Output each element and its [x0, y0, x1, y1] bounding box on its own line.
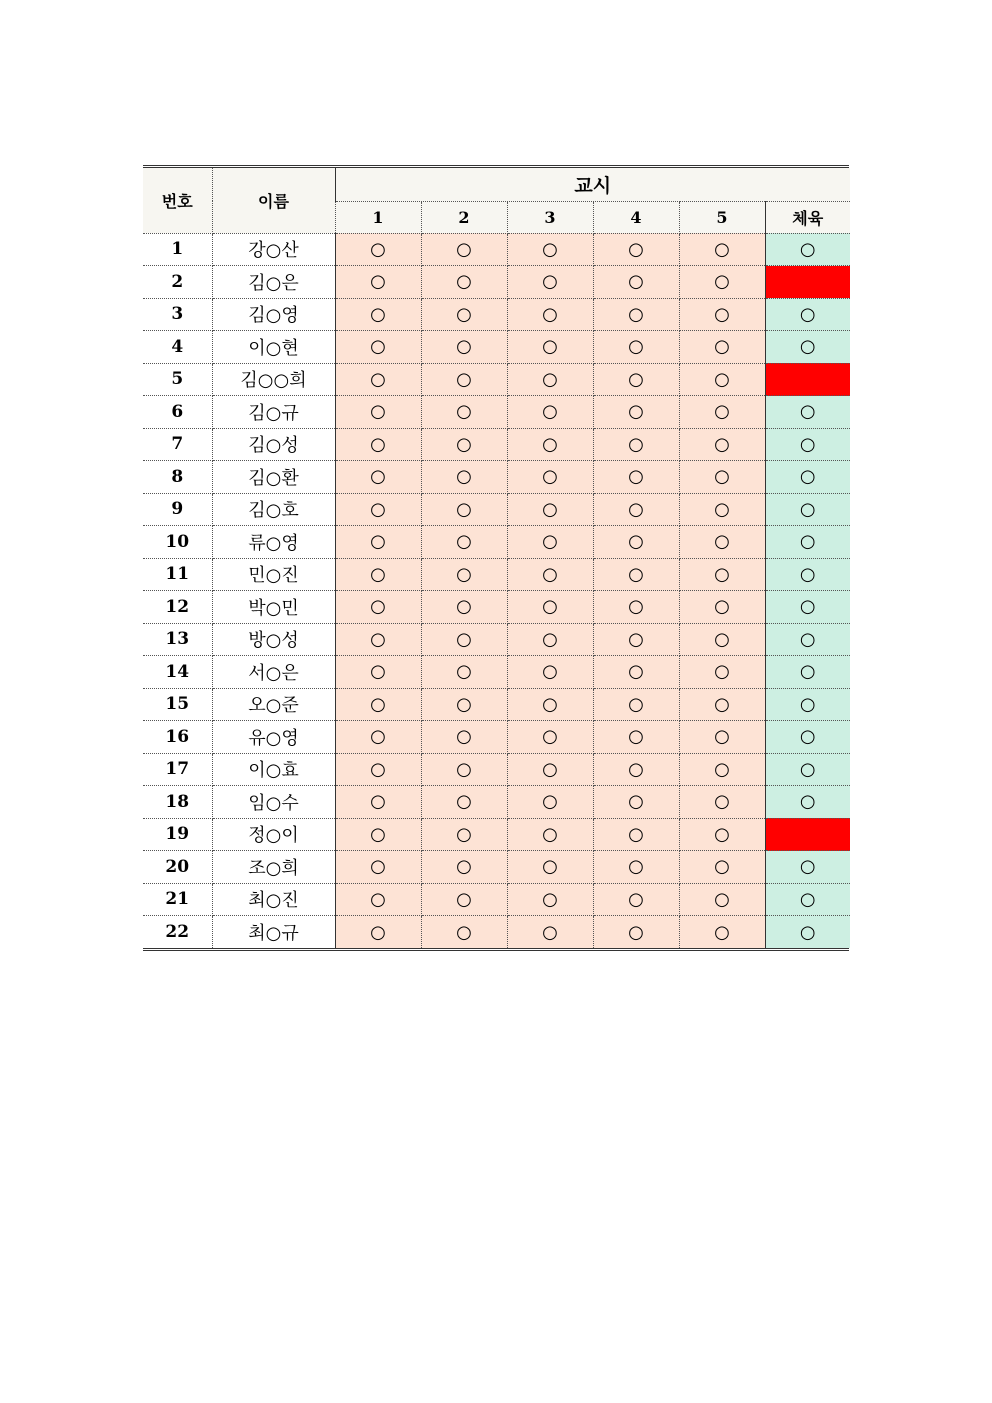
row-number: 14 — [143, 656, 212, 689]
row-number: 2 — [143, 266, 212, 299]
period-4-mark: ○ — [593, 916, 679, 949]
period-2-mark: ○ — [421, 883, 507, 916]
period-3-mark: ○ — [507, 591, 593, 624]
pe-mark: ○ — [765, 786, 850, 819]
period-4-mark: ○ — [593, 526, 679, 559]
row-number: 10 — [143, 526, 212, 559]
period-4-mark: ○ — [593, 493, 679, 526]
period-3-mark: ○ — [507, 851, 593, 884]
row-number: 15 — [143, 688, 212, 721]
table-row — [143, 818, 850, 851]
table-row — [143, 883, 850, 916]
table-row — [143, 233, 850, 266]
period-3-mark: ○ — [507, 298, 593, 331]
period-4-mark: ○ — [593, 656, 679, 689]
period-5-mark: ○ — [679, 688, 765, 721]
pe-mark: ○ — [765, 298, 850, 331]
period-3-mark: ○ — [507, 396, 593, 429]
row-number: 9 — [143, 493, 212, 526]
period-2-mark: ○ — [421, 591, 507, 624]
table-row — [143, 526, 850, 559]
pe-absent-cell — [765, 818, 850, 851]
period-3-mark: ○ — [507, 916, 593, 949]
student-name: 김○은 — [212, 266, 335, 299]
period-1-mark: ○ — [335, 428, 421, 461]
header-period-5: 5 — [679, 201, 765, 233]
period-5-mark: ○ — [679, 428, 765, 461]
period-2-mark: ○ — [421, 363, 507, 396]
period-1-mark: ○ — [335, 818, 421, 851]
period-1-mark: ○ — [335, 851, 421, 884]
student-name: 이○현 — [212, 331, 335, 364]
pe-mark: ○ — [765, 623, 850, 656]
row-number: 13 — [143, 623, 212, 656]
bottom-double-rule — [143, 948, 849, 951]
period-5-mark: ○ — [679, 656, 765, 689]
period-5-mark: ○ — [679, 331, 765, 364]
period-4-mark: ○ — [593, 591, 679, 624]
row-number: 3 — [143, 298, 212, 331]
period-2-mark: ○ — [421, 396, 507, 429]
period-3-mark: ○ — [507, 656, 593, 689]
period-2-mark: ○ — [421, 428, 507, 461]
period-2-mark: ○ — [421, 721, 507, 754]
period-1-mark: ○ — [335, 721, 421, 754]
period-4-mark: ○ — [593, 363, 679, 396]
pe-mark: ○ — [765, 591, 850, 624]
pe-mark: ○ — [765, 851, 850, 884]
pe-mark: ○ — [765, 883, 850, 916]
table-row — [143, 331, 850, 364]
pe-mark: ○ — [765, 526, 850, 559]
row-number: 7 — [143, 428, 212, 461]
table-row — [143, 558, 850, 591]
student-name: 임○수 — [212, 786, 335, 819]
header-period-group: 교시 — [335, 168, 850, 201]
period-1-mark: ○ — [335, 493, 421, 526]
period-4-mark: ○ — [593, 688, 679, 721]
period-5-mark: ○ — [679, 721, 765, 754]
period-3-mark: ○ — [507, 233, 593, 266]
period-3-mark: ○ — [507, 883, 593, 916]
student-name: 정○이 — [212, 818, 335, 851]
period-1-mark: ○ — [335, 656, 421, 689]
period-5-mark: ○ — [679, 493, 765, 526]
period-1-mark: ○ — [335, 298, 421, 331]
period-1-mark: ○ — [335, 916, 421, 949]
period-4-mark: ○ — [593, 298, 679, 331]
period-2-mark: ○ — [421, 493, 507, 526]
period-3-mark: ○ — [507, 818, 593, 851]
period-5-mark: ○ — [679, 526, 765, 559]
student-name: 김○호 — [212, 493, 335, 526]
period-2-mark: ○ — [421, 818, 507, 851]
period-1-mark: ○ — [335, 623, 421, 656]
pe-mark: ○ — [765, 916, 850, 949]
period-1-mark: ○ — [335, 363, 421, 396]
student-name: 민○진 — [212, 558, 335, 591]
row-number: 18 — [143, 786, 212, 819]
period-5-mark: ○ — [679, 883, 765, 916]
pe-mark: ○ — [765, 688, 850, 721]
row-number: 19 — [143, 818, 212, 851]
period-3-mark: ○ — [507, 753, 593, 786]
period-3-mark: ○ — [507, 493, 593, 526]
pe-mark: ○ — [765, 721, 850, 754]
student-name: 유○영 — [212, 721, 335, 754]
period-1-mark: ○ — [335, 558, 421, 591]
table-row — [143, 721, 850, 754]
header-period-4: 4 — [593, 201, 679, 233]
period-1-mark: ○ — [335, 786, 421, 819]
table-row — [143, 493, 850, 526]
row-number: 11 — [143, 558, 212, 591]
period-2-mark: ○ — [421, 916, 507, 949]
header-pe: 체육 — [765, 201, 850, 233]
row-number: 5 — [143, 363, 212, 396]
student-name: 김○○희 — [212, 363, 335, 396]
student-name: 최○진 — [212, 883, 335, 916]
period-5-mark: ○ — [679, 753, 765, 786]
row-number: 22 — [143, 916, 212, 949]
period-4-mark: ○ — [593, 266, 679, 299]
table-row — [143, 266, 850, 299]
pe-absent-cell — [765, 363, 850, 396]
table-row — [143, 396, 850, 429]
row-number: 4 — [143, 331, 212, 364]
period-5-mark: ○ — [679, 786, 765, 819]
student-name: 방○성 — [212, 623, 335, 656]
table-row — [143, 786, 850, 819]
table-row — [143, 753, 850, 786]
table-row — [143, 363, 850, 396]
period-4-mark: ○ — [593, 786, 679, 819]
table-row — [143, 298, 850, 331]
student-name: 김○규 — [212, 396, 335, 429]
pe-mark: ○ — [765, 656, 850, 689]
period-5-mark: ○ — [679, 623, 765, 656]
period-2-mark: ○ — [421, 623, 507, 656]
table-row — [143, 591, 850, 624]
period-4-mark: ○ — [593, 851, 679, 884]
table-row — [143, 656, 850, 689]
student-name: 조○희 — [212, 851, 335, 884]
period-5-mark: ○ — [679, 916, 765, 949]
table-row — [143, 916, 850, 949]
period-1-mark: ○ — [335, 753, 421, 786]
period-3-mark: ○ — [507, 786, 593, 819]
period-2-mark: ○ — [421, 298, 507, 331]
period-4-mark: ○ — [593, 396, 679, 429]
student-name: 서○은 — [212, 656, 335, 689]
header-period-3: 3 — [507, 201, 593, 233]
period-1-mark: ○ — [335, 883, 421, 916]
period-5-mark: ○ — [679, 363, 765, 396]
period-3-mark: ○ — [507, 721, 593, 754]
period-1-mark: ○ — [335, 688, 421, 721]
period-3-mark: ○ — [507, 461, 593, 494]
period-3-mark: ○ — [507, 623, 593, 656]
row-number: 17 — [143, 753, 212, 786]
period-1-mark: ○ — [335, 331, 421, 364]
period-2-mark: ○ — [421, 688, 507, 721]
period-5-mark: ○ — [679, 266, 765, 299]
period-5-mark: ○ — [679, 558, 765, 591]
row-number: 16 — [143, 721, 212, 754]
pe-absent-cell — [765, 266, 850, 299]
period-2-mark: ○ — [421, 656, 507, 689]
period-3-mark: ○ — [507, 363, 593, 396]
attendance-sheet — [143, 165, 849, 951]
pe-mark: ○ — [765, 396, 850, 429]
period-1-mark: ○ — [335, 266, 421, 299]
period-3-mark: ○ — [507, 266, 593, 299]
student-name: 박○민 — [212, 591, 335, 624]
period-3-mark: ○ — [507, 331, 593, 364]
period-3-mark: ○ — [507, 428, 593, 461]
period-5-mark: ○ — [679, 233, 765, 266]
period-5-mark: ○ — [679, 591, 765, 624]
period-5-mark: ○ — [679, 818, 765, 851]
period-2-mark: ○ — [421, 233, 507, 266]
student-name: 최○규 — [212, 916, 335, 949]
table-row — [143, 461, 850, 494]
period-2-mark: ○ — [421, 461, 507, 494]
student-name: 이○효 — [212, 753, 335, 786]
row-number: 8 — [143, 461, 212, 494]
row-number: 6 — [143, 396, 212, 429]
period-2-mark: ○ — [421, 526, 507, 559]
row-number: 21 — [143, 883, 212, 916]
row-number: 20 — [143, 851, 212, 884]
student-name: 강○산 — [212, 233, 335, 266]
period-2-mark: ○ — [421, 786, 507, 819]
period-4-mark: ○ — [593, 331, 679, 364]
period-3-mark: ○ — [507, 688, 593, 721]
pe-mark: ○ — [765, 461, 850, 494]
pe-mark: ○ — [765, 753, 850, 786]
period-5-mark: ○ — [679, 851, 765, 884]
period-1-mark: ○ — [335, 233, 421, 266]
period-3-mark: ○ — [507, 526, 593, 559]
student-name: 김○영 — [212, 298, 335, 331]
table-row — [143, 688, 850, 721]
pe-mark: ○ — [765, 428, 850, 461]
row-number: 12 — [143, 591, 212, 624]
period-4-mark: ○ — [593, 461, 679, 494]
table-body — [143, 233, 850, 948]
pe-mark: ○ — [765, 558, 850, 591]
period-4-mark: ○ — [593, 818, 679, 851]
pe-mark: ○ — [765, 233, 850, 266]
student-name: 김○성 — [212, 428, 335, 461]
period-3-mark: ○ — [507, 558, 593, 591]
period-4-mark: ○ — [593, 883, 679, 916]
table-header — [143, 168, 850, 233]
header-period-2: 2 — [421, 201, 507, 233]
period-5-mark: ○ — [679, 461, 765, 494]
table-row — [143, 623, 850, 656]
table-row — [143, 428, 850, 461]
table-row — [143, 851, 850, 884]
header-number: 번호 — [143, 168, 212, 233]
student-name: 오○준 — [212, 688, 335, 721]
attendance-table — [143, 168, 850, 948]
period-4-mark: ○ — [593, 428, 679, 461]
period-1-mark: ○ — [335, 461, 421, 494]
period-1-mark: ○ — [335, 591, 421, 624]
period-5-mark: ○ — [679, 396, 765, 429]
period-4-mark: ○ — [593, 753, 679, 786]
student-name: 류○영 — [212, 526, 335, 559]
header-name: 이름 — [212, 168, 335, 233]
period-4-mark: ○ — [593, 623, 679, 656]
period-1-mark: ○ — [335, 526, 421, 559]
pe-mark: ○ — [765, 331, 850, 364]
pe-mark: ○ — [765, 493, 850, 526]
period-1-mark: ○ — [335, 396, 421, 429]
period-2-mark: ○ — [421, 331, 507, 364]
period-4-mark: ○ — [593, 233, 679, 266]
period-2-mark: ○ — [421, 266, 507, 299]
student-name: 김○환 — [212, 461, 335, 494]
row-number: 1 — [143, 233, 212, 266]
period-2-mark: ○ — [421, 851, 507, 884]
period-2-mark: ○ — [421, 753, 507, 786]
header-period-1: 1 — [335, 201, 421, 233]
period-4-mark: ○ — [593, 558, 679, 591]
period-2-mark: ○ — [421, 558, 507, 591]
period-5-mark: ○ — [679, 298, 765, 331]
period-4-mark: ○ — [593, 721, 679, 754]
